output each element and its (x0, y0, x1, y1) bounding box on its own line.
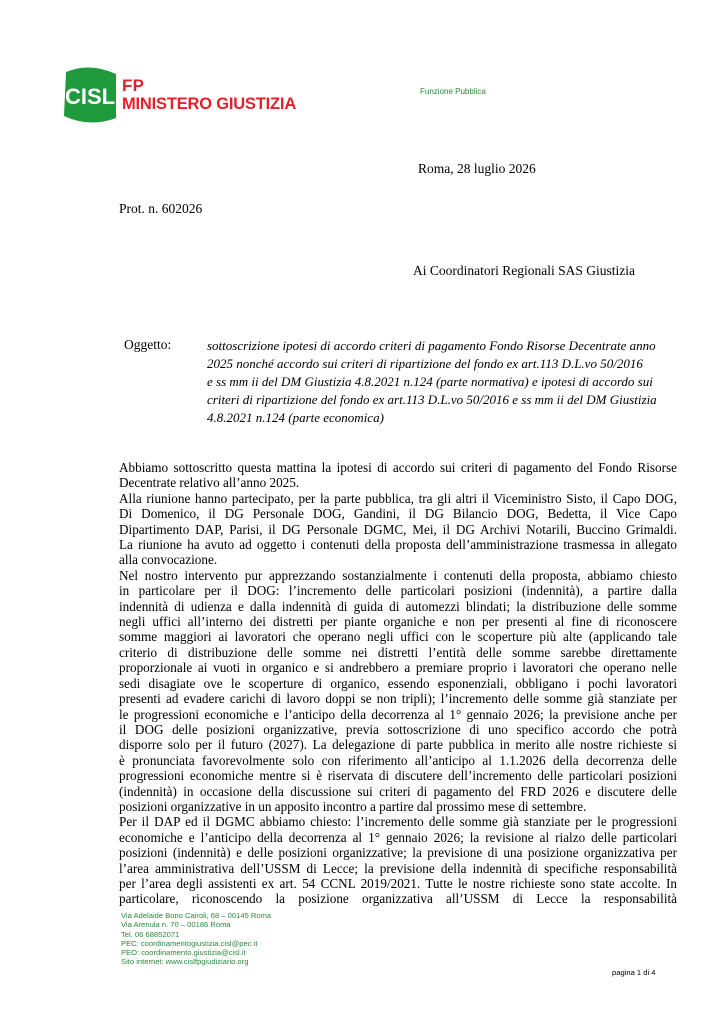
footer-pec: PEC: coordinamentogiustizia.cisl@pec.it (121, 938, 258, 948)
body-line: criterio di distribuzione delle somme nei distretti l’entità delle somme sarebbe direttamente (119, 644, 677, 660)
body-line: Decentrate relativo all’anno 2025. (119, 475, 300, 491)
body-line: proporzionale ai vuoti in organico e si andrebbero a premiare proprio i lavoratori che operano nelle (119, 660, 677, 676)
body-line: particolare, riconoscendo la posizione organizzativa all’USSM di Lecce la responsabilità (119, 891, 677, 907)
body-line: Nel nostro intervento pur apprezzando sostanzialmente i contenuti della proposta, abbiamo chiesto (119, 567, 677, 583)
body-line: per l’area degli assistenti ex art. 54 CCNL 2019/2021. Tutte le nostre richieste sono state accolte. In (119, 875, 677, 891)
body-line: somme maggiori ai lavoratori che operano negli uffici con le scoperture più alte (applicando tale (119, 629, 677, 645)
subject-text (207, 337, 677, 427)
footer-website: Sito internet: www.cislfpgiudiziario.org (121, 957, 249, 967)
protocol-number: Prot. n. 602026 (119, 201, 203, 216)
body-line: posizioni (indennità) e delle posizioni organizzative; la previsione di una posizione organizzativa per (119, 845, 677, 861)
body-line: posizioni organizzative in un apposito incontro a partire dal prossimo mese di settembre. (119, 798, 587, 814)
footer-peo: PEO: coordinamento.giustizia@cisl.it (121, 948, 246, 958)
brand-ministero: MINISTERO GIUSTIZIA (122, 95, 297, 113)
body-line: indennità di udienza e dalla indennità di guida di automezzi blindati; la distribuzione delle somme (119, 598, 677, 614)
body-line: in particolare per il DOG: l’incremento delle particolari posizioni (indennità), a partire dalla (119, 583, 677, 599)
body-line: Alla riunione hanno partecipato, per la parte pubblica, tra gli altri il Viceministro Sisto, il Capo DOG, (119, 490, 677, 506)
body-line: è pronunciata favorevolmente solo con riferimento all’anticipo al 1.1.2026 della decorrenza delle (119, 752, 677, 768)
recipient: Ai Coordinatori Regionali SAS Giustizia (413, 263, 635, 278)
body-line: l’area amministrativa dell’USSM di Lecce; la previsione della indennità di specifiche responsabilità (119, 860, 677, 876)
subject-line: 4.8.2021 n.124 (parte economica) (207, 410, 384, 425)
body-line: le progressioni economiche e l’anticipo della decorrenza al 1° gennaio 2026; la previsione anche per (119, 706, 677, 722)
footer-contacts (121, 911, 271, 967)
body-line: Abbiamo sottoscritto questa mattina la ipotesi di accordo sui criteri di pagamento del Fondo Risorse (119, 460, 677, 475)
body-line: Di Domenico, il DG Personale DOG, Gandini, il DG Bilancio DOG, Bedetta, il Vice Capo (119, 506, 677, 522)
subject-line: e ss mm ii del DM Giustizia 4.8.2021 n.124 (parte normativa) e ipotesi di accordo sui (207, 374, 653, 389)
place-date: Roma, 28 luglio 2026 (418, 161, 536, 176)
body-line: alla convocazione. (119, 552, 218, 568)
body-line: progressioni economiche mentre si è riservata di discutere dell’incremento delle particolari posizioni (119, 768, 677, 784)
page-number: pagina 1 di 4 (612, 968, 656, 977)
footer-address-1: Via Adelaide Bono Cairoli, 68 – 00145 Roma (121, 911, 272, 920)
body-line: il DOG delle posizioni organizzative, previa sottoscrizione di uno specifico accordo che potrà (119, 721, 677, 737)
body-line: (indennità) in occasione della discussione sui criteri di pagamento del FRD 2026 e discutere delle (119, 783, 677, 799)
cisl-fp-logo (58, 66, 298, 126)
subject-line: 2025 nonché accordo sui criteri di ripartizione del fondo ex art.113 D.L.vo 50/2016 (207, 356, 643, 371)
body-line: La riunione ha avuto ad oggetto i contenuti della proposta dell’amministrazione trasmessa in allegato (119, 537, 677, 553)
body-line: economiche e l’anticipo della decorrenza al 1° gennaio 2026; la revisione al rialzo delle particolari (119, 829, 677, 845)
body-line: Per il DAP ed il DGMC abbiamo chiesto: l’incremento delle somme già stanziate per le progressioni (119, 814, 677, 830)
body-line: presenti ad evadere carichi di lavoro doppi se non tripli); l’incremento delle somme già stanziate per (119, 691, 677, 707)
footer-address-2: Via Arenula n. 70 – 00186 Roma (121, 920, 231, 930)
letter-body (119, 460, 677, 907)
subject-line: sottoscrizione ipotesi di accordo criteri di pagamento Fondo Risorse Decentrate anno (207, 338, 656, 353)
footer-phone: Tel. 06 68852071 (121, 929, 180, 939)
body-line: sedi disagiate ove le scoperture di organico, essendo esponenziali, obbligano i pochi lavoratori (119, 675, 677, 691)
header-tagline: Funzione Pubblica (420, 87, 486, 96)
logo-text: CISL (64, 84, 116, 109)
cisl-logo-mark (58, 66, 122, 126)
subject-line: criteri di ripartizione del fondo ex art.113 D.L.vo 50/2016 e ss mm ii del DM Giustizia (207, 392, 657, 407)
body-line: negli uffici all’interno dei distretti per piante organiche e non per presenti al fine di riconoscere (119, 614, 677, 630)
subject-label: Oggetto: (124, 337, 172, 352)
body-line: Dipartimento DAP, Parisi, il DG Personale DGMC, Mei, il DG Archivi Notarili, Buccino Grimaldi. (119, 521, 677, 537)
body-line: disporre solo per il futuro (2027). La delegazione di parte pubblica in merito alle nostre richieste si (119, 737, 677, 753)
brand-fp: FP (122, 76, 145, 95)
